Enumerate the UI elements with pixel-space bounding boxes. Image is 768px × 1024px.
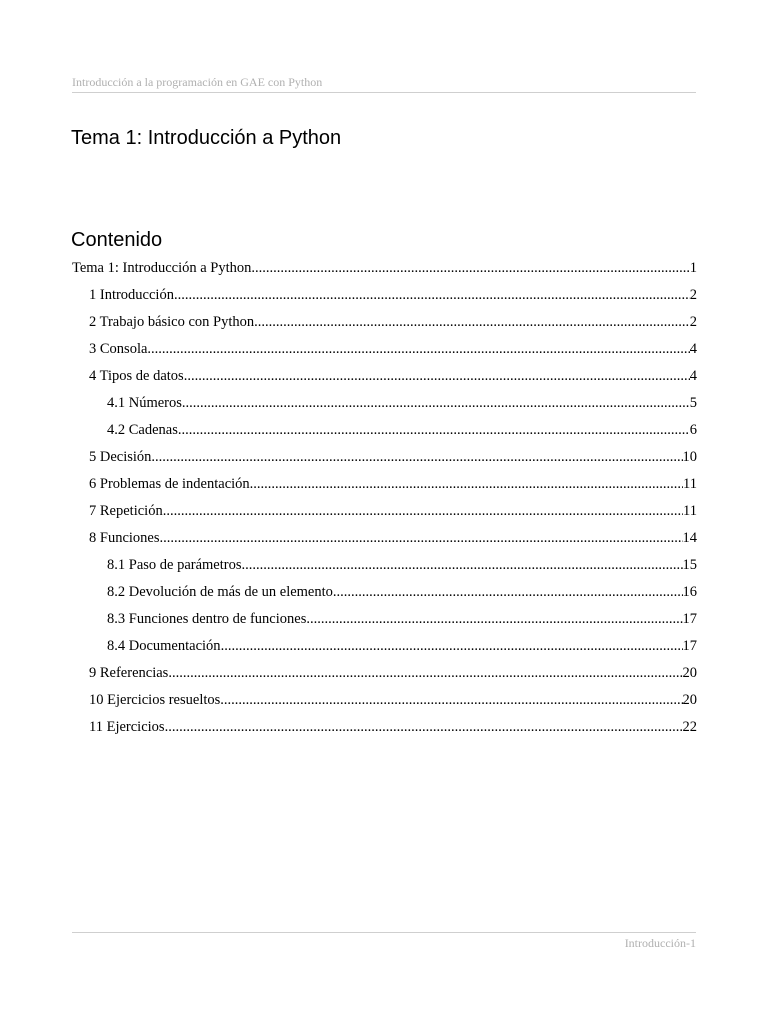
- toc-entry[interactable]: [72, 310, 697, 337]
- toc-dot-leader: [178, 418, 690, 442]
- toc-entry[interactable]: [72, 256, 697, 283]
- toc-entry-page-number: 11: [683, 476, 697, 492]
- toc-entry[interactable]: [72, 337, 697, 364]
- toc-dot-leader: [168, 661, 682, 685]
- toc-entry-page-number: 11: [683, 503, 697, 519]
- toc-dot-leader: [182, 391, 690, 415]
- toc-entry[interactable]: [72, 472, 697, 499]
- toc-entry-page-number: 17: [682, 611, 697, 627]
- toc-entry-page-number: 2: [689, 287, 697, 303]
- toc-entry[interactable]: [72, 499, 697, 526]
- table-of-contents: [72, 256, 697, 742]
- toc-entry-label: 9 Referencias: [89, 665, 169, 681]
- toc-entry-label: 11 Ejercicios: [89, 719, 165, 735]
- toc-entry[interactable]: [72, 688, 697, 715]
- toc-entry-page-number: 14: [682, 530, 697, 546]
- toc-entry-label: 8.2 Devolución de más de un elemento: [107, 584, 333, 600]
- toc-entry[interactable]: [72, 715, 697, 742]
- toc-entry-label: 1 Introducción: [89, 287, 174, 303]
- toc-entry-page-number: 17: [682, 638, 697, 654]
- toc-dot-leader: [333, 580, 683, 604]
- toc-entry[interactable]: [72, 526, 697, 553]
- toc-dot-leader: [220, 688, 682, 712]
- toc-entry-label: 8.4 Documentación: [107, 638, 221, 654]
- toc-dot-leader: [306, 607, 682, 631]
- toc-dot-leader: [147, 337, 689, 361]
- toc-dot-leader: [184, 364, 690, 388]
- chapter-title: Tema 1: Introducción a Python: [71, 127, 342, 149]
- running-header: [72, 74, 696, 93]
- toc-entry[interactable]: [72, 607, 697, 634]
- toc-dot-leader: [165, 715, 683, 739]
- toc-entry[interactable]: [72, 580, 697, 607]
- toc-entry-label: 4.2 Cadenas: [107, 422, 178, 438]
- running-header-title: Introducción a la programación en GAE con Python: [72, 75, 323, 89]
- toc-dot-leader: [151, 445, 682, 469]
- toc-entry-page-number: 16: [682, 584, 697, 600]
- toc-entry-label: 2 Trabajo básico con Python: [89, 314, 255, 330]
- toc-entry-page-number: 1: [689, 260, 697, 276]
- toc-entry-page-number: 22: [682, 719, 697, 735]
- toc-dot-leader: [250, 472, 683, 496]
- toc-dot-leader: [163, 499, 683, 523]
- toc-entry-page-number: 5: [689, 395, 697, 411]
- toc-dot-leader: [159, 526, 682, 550]
- toc-dot-leader: [174, 283, 690, 307]
- toc-entry-label: 8.1 Paso de parámetros: [107, 557, 242, 573]
- toc-dot-leader: [242, 553, 683, 577]
- toc-entry-label: 5 Decisión: [89, 449, 152, 465]
- toc-entry[interactable]: [72, 283, 697, 310]
- toc-dot-leader: [221, 634, 683, 658]
- toc-entry-page-number: 20: [682, 692, 697, 708]
- toc-entry-page-number: 10: [682, 449, 697, 465]
- toc-entry[interactable]: [72, 391, 697, 418]
- toc-entry[interactable]: [72, 445, 697, 472]
- toc-entry-label: Tema 1: Introducción a Python: [72, 260, 252, 276]
- toc-entry-label: 3 Consola: [89, 341, 148, 357]
- toc-entry[interactable]: [72, 634, 697, 661]
- toc-heading: Contenido: [71, 229, 163, 251]
- toc-entry-page-number: 2: [689, 314, 697, 330]
- toc-entry[interactable]: [72, 418, 697, 445]
- toc-entry-label: 6 Problemas de indentación: [89, 476, 250, 492]
- toc-entry-label: 8 Funciones: [89, 530, 160, 546]
- toc-entry-page-number: 4: [689, 368, 697, 384]
- toc-entry-label: 8.3 Funciones dentro de funciones: [107, 611, 307, 627]
- toc-dot-leader: [254, 310, 690, 334]
- toc-entry-label: 10 Ejercicios resueltos: [89, 692, 221, 708]
- toc-entry-label: 7 Repetición: [89, 503, 163, 519]
- toc-entry[interactable]: [72, 661, 697, 688]
- toc-dot-leader: [251, 256, 689, 280]
- toc-entry[interactable]: [72, 364, 697, 391]
- toc-entry[interactable]: [72, 553, 697, 580]
- toc-entry-page-number: 20: [682, 665, 697, 681]
- footer-page-label: Introducción-1: [624, 936, 696, 950]
- toc-entry-label: 4 Tipos de datos: [89, 368, 184, 384]
- toc-entry-label: 4.1 Números: [107, 395, 182, 411]
- page-footer: [72, 932, 696, 951]
- toc-entry-page-number: 4: [689, 341, 697, 357]
- toc-entry-page-number: 15: [682, 557, 697, 573]
- toc-entry-page-number: 6: [689, 422, 697, 438]
